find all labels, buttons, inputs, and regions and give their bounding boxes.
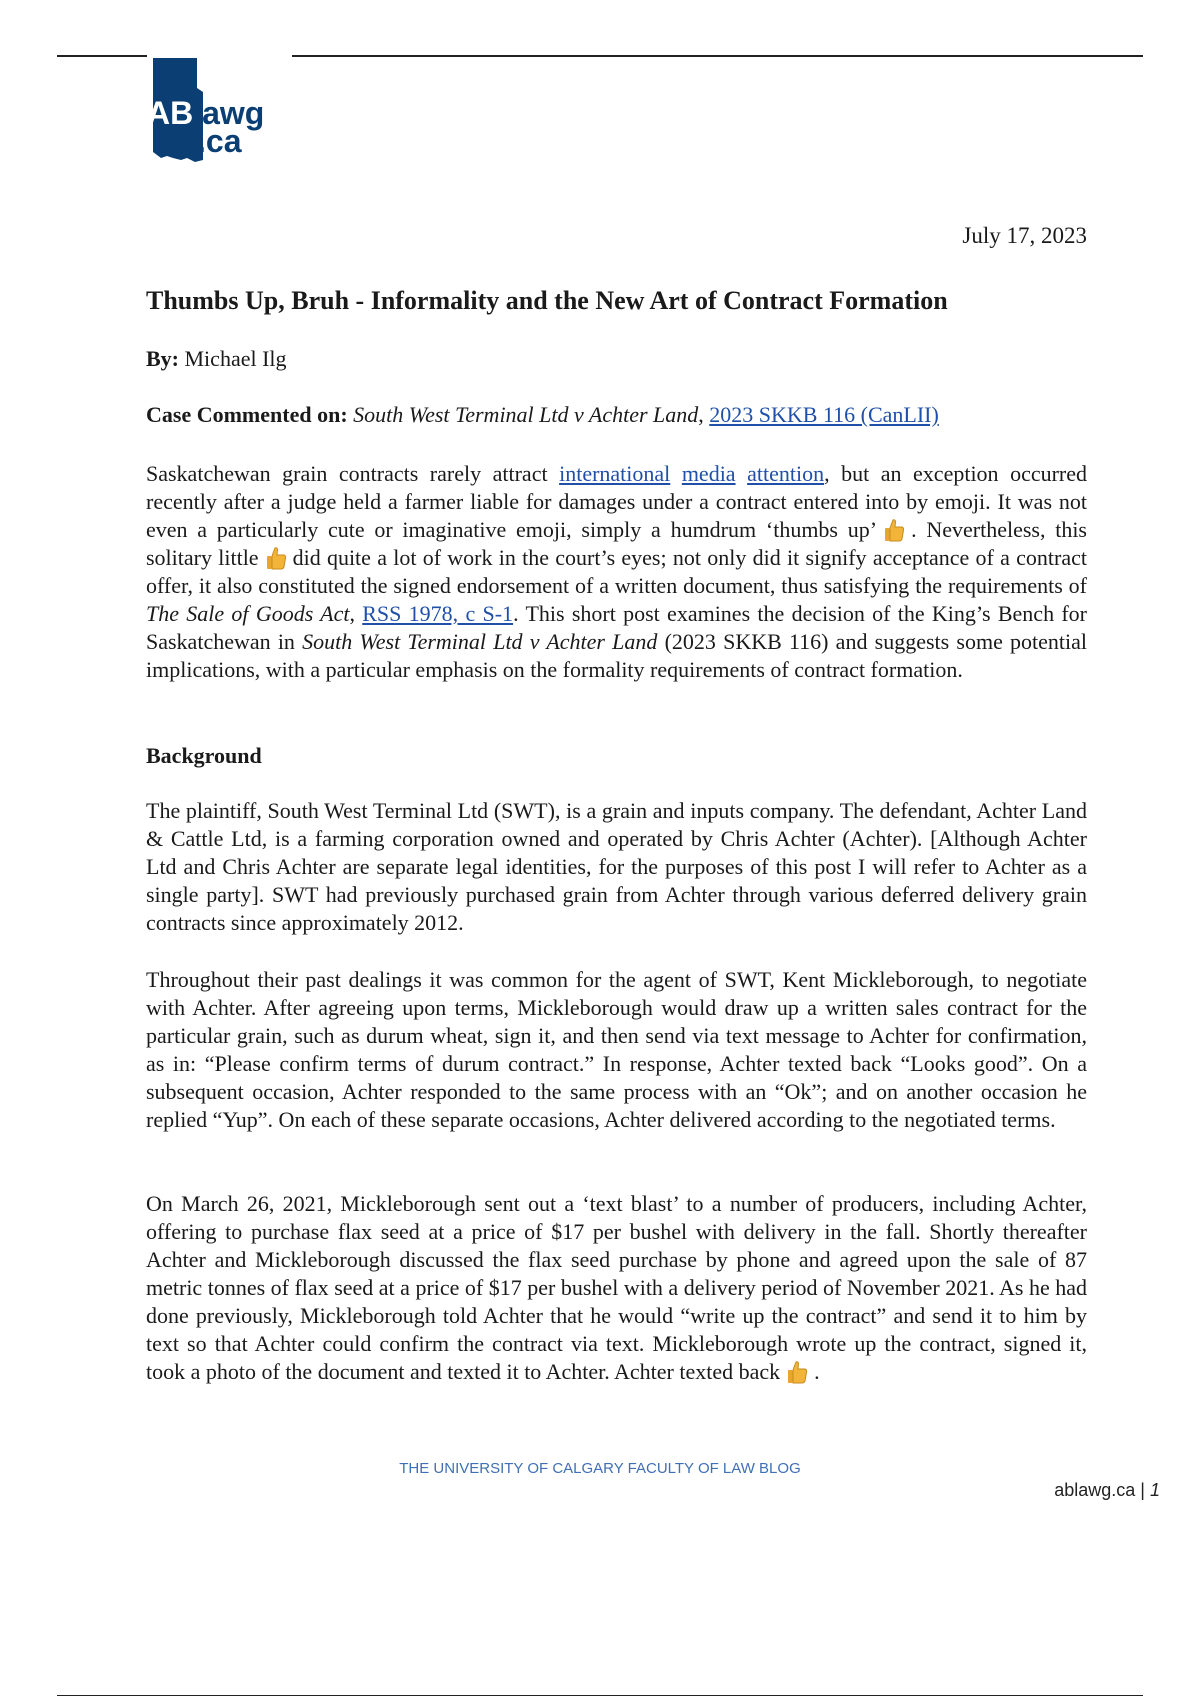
statute-link[interactable]: RSS 1978, c S-1 [362, 601, 514, 626]
post-date: July 17, 2023 [962, 223, 1087, 248]
media-link[interactable]: media [681, 461, 736, 486]
page-title: Thumbs Up, Bruh - Informality and the New Art of Contract Formation [146, 286, 948, 315]
logo-text-line2: .ca [197, 123, 242, 159]
background-heading: Background [146, 743, 262, 768]
paragraph-3 [146, 1190, 1087, 1386]
paragraph-3-text: On March 26, 2021, Mickleborough sent out a ‘text blast’ to a number of producers, including Achter, offering to purchase flax seed at a price of $17 per bushel with delivery in the fall. Shortly thereafter Achter and Mickleborough discussed the flax seed purchase by phone and agreed upon the sale of 87 metric tonnes of flax seed at a price of $17 per bushel with a delivery period of November 2021. As he had done previously, Mickleborough told Achter that he would “write up the contract” and send it to him by text so that Achter could confirm the contract via text. Mickleborough wrote up the contract, signed it, took a photo of the document and texted it to Achter. Achter texted back [146, 1191, 1087, 1384]
case-commented [146, 402, 1087, 428]
intro-case-name: South West Terminal Ltd v Achter Land [302, 629, 658, 654]
thumbs-up-icon [265, 546, 287, 570]
international-link[interactable]: international [559, 461, 671, 486]
author-name: Michael Ilg [184, 346, 287, 371]
intro-text-4: did quite a lot of work in the court’s eyes; not only did it signify acceptance of a contract offer, it also constituted the signed endorsement of a written document, thus satisfying the requirements of [146, 545, 1087, 598]
intro-text-5: , [349, 601, 363, 626]
footer-site-link[interactable]: ablawg.ca [1054, 1480, 1136, 1500]
footer-blog-name: THE UNIVERSITY OF CALGARY FACULTY OF LAW BLOG [399, 1460, 801, 1477]
paragraph-1: The plaintiff, South West Terminal Ltd (SWT), is a grain and inputs company. The defendant, Achter Land & Cattle Ltd, is a farming corporation owned and operated by Chris Achter (Achter). [Although Achter Ltd and Chris Achter are separate legal identities, for the purposes of this post I will refer to Achter as a single party]. SWT had previously purchased grain from Achter through various deferred delivery grain contracts since approximately 2012. [146, 798, 1087, 935]
thumbs-up-icon [786, 1360, 808, 1384]
intro-text-7: (2023 SKKB 116) and suggests some potential implications, with a particular emphasis on the formality requirements of contract formation. [146, 629, 1088, 682]
footer-rule [57, 1695, 1143, 1696]
paragraph-3-end: . [814, 1359, 820, 1384]
case-name: South West Terminal Ltd v Achter Land [353, 402, 699, 427]
intro-text-1: Saskatchewan grain contracts rarely attract [146, 461, 560, 486]
header-rule-right [292, 55, 1143, 57]
case-label: Case Commented on: [146, 402, 348, 427]
intro-text-3: . Nevertheless, this solitary little [146, 517, 1087, 570]
intro-text-2: , but an exception occurred recently after a judge held a farmer liable for damages under a contract entered into by emoji. It was not even a particularly cute or imaginative emoji, simply a humdrum ‘thumbs up’ [146, 461, 1088, 542]
byline [146, 346, 1087, 372]
byline-label: By: [146, 346, 179, 371]
case-citation-link[interactable]: 2023 SKKB 116 (CanLII) [709, 402, 939, 427]
act-title: The Sale of Goods Act [146, 601, 350, 626]
thumbs-up-icon [883, 518, 905, 542]
footer-separator: | [1135, 1480, 1150, 1500]
logo-text-line1: ABlawg [147, 95, 265, 131]
footer-page-info [1054, 1480, 1160, 1501]
attention-link[interactable]: attention [747, 461, 825, 486]
page-number: 1 [1149, 1480, 1160, 1500]
case-separator: , [698, 402, 710, 427]
paragraph-2: Throughout their past dealings it was common for the agent of SWT, Kent Mickleborough, to negotiate with Achter. After agreeing upon terms, Mickleborough would draw up a written sales contract for the particular grain, such as durum wheat, sign it, and then send via text message to Achter for confirmation, as in: “Please confirm terms of durum contract.” In response, Achter texted back “Looks good”. On a subsequent occasion, Achter responded to the same process with an “Ok”; and on another occasion he replied “Yup”. On each of these separate occasions, Achter delivered according to the negotiated terms. [146, 967, 1087, 1132]
intro-paragraph [146, 460, 1087, 684]
intro-text-6: . This short post examines the decision of the King’s Bench for Saskatchewan in [146, 601, 1087, 654]
header-rule-left [57, 55, 147, 57]
ablawg-logo[interactable] [147, 52, 292, 212]
